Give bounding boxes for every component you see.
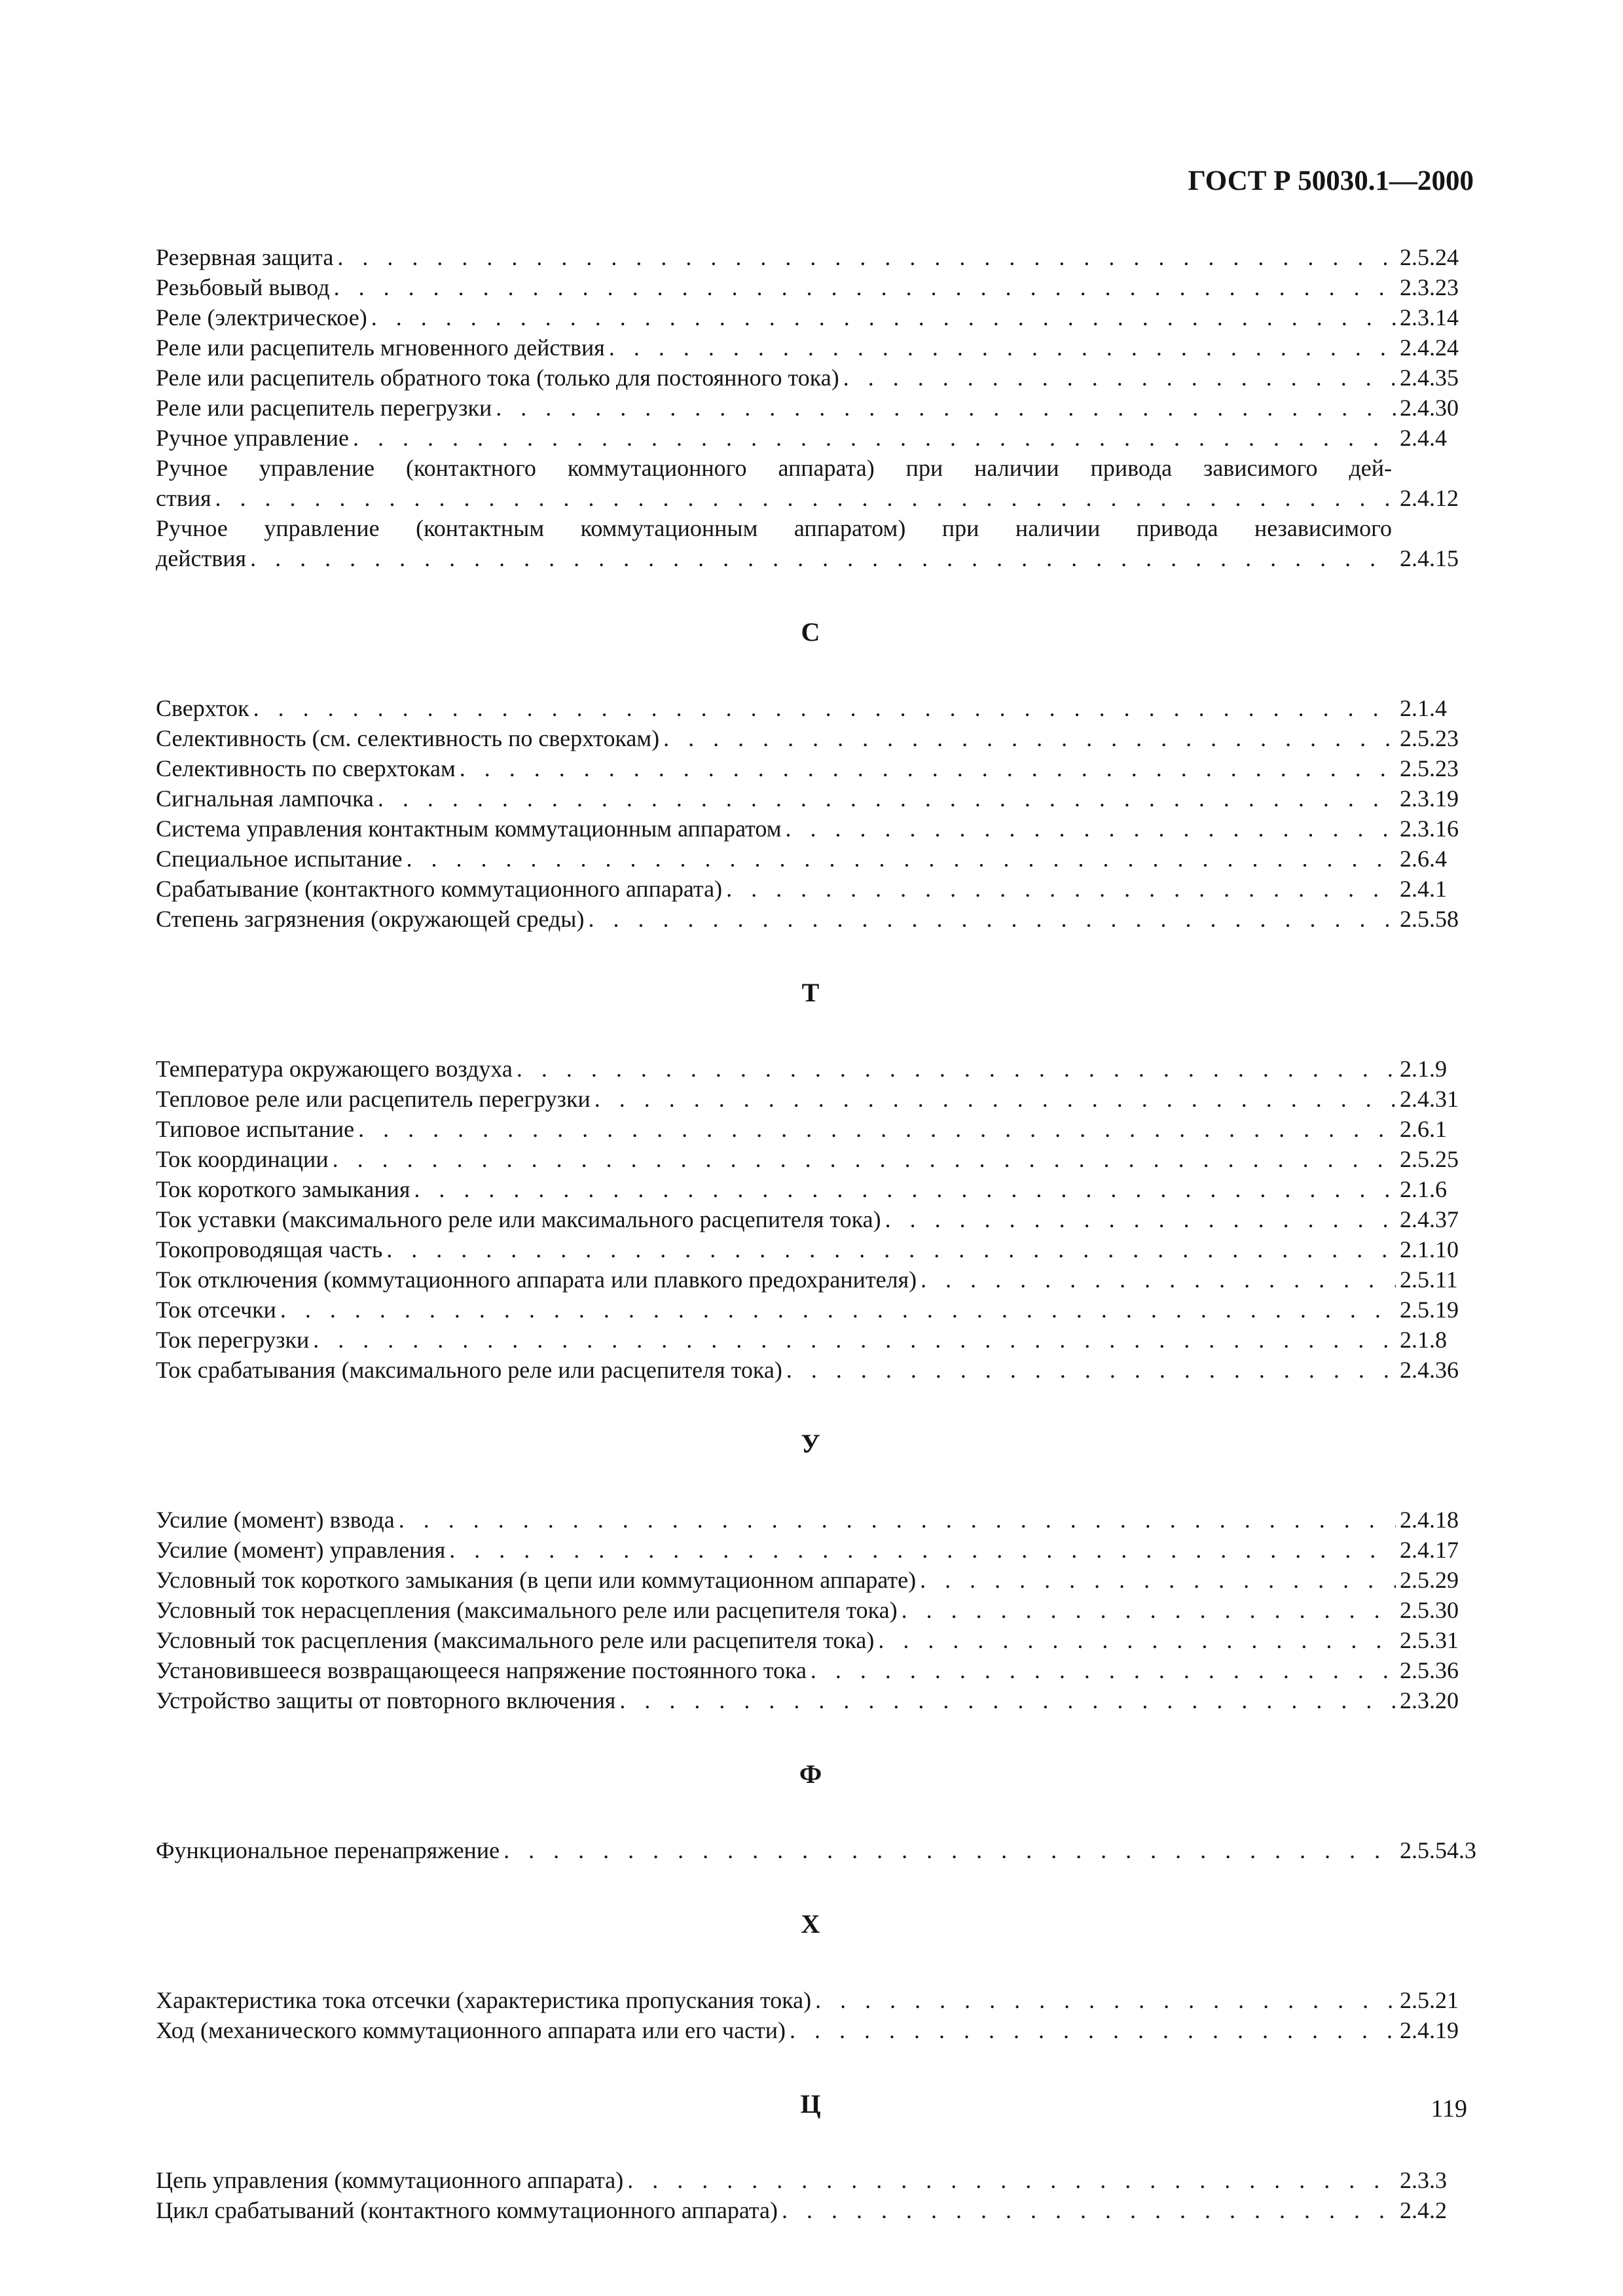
index-entry: [156, 1114, 1465, 1144]
entry-term-line2-row: [156, 483, 1465, 513]
dot-leader: [619, 1685, 1396, 1715]
entry-term: Установившееся возвращающееся напряжение постоянного тока: [156, 1657, 807, 1683]
dot-leader: [313, 1325, 1396, 1355]
index-entry: [156, 1265, 1465, 1295]
document-header: ГОСТ Р 50030.1—2000: [1188, 166, 1474, 196]
dot-leader: [885, 1204, 1396, 1234]
dot-leader: [358, 1114, 1396, 1144]
dot-leader: [782, 2195, 1396, 2225]
dot-leader: [337, 242, 1396, 272]
index-entry: [156, 1655, 1465, 1685]
entry-term: Цикл срабатываний (контактного коммутационного аппарата): [156, 2197, 778, 2223]
entry-term: Условный ток расцепления (максимального реле или расцепителя тока): [156, 1627, 875, 1653]
index-entry: [156, 1144, 1465, 1174]
entry-reference: 2.1.9: [1400, 1056, 1447, 1082]
index-entry: [156, 272, 1465, 302]
dot-leader: [386, 1234, 1396, 1265]
letter-section: [156, 1894, 1465, 2045]
entry-term-line2-row: [156, 543, 1465, 573]
dot-leader: [449, 1535, 1396, 1565]
entry-reference: 2.5.21: [1400, 1987, 1459, 2013]
entry-reference: 2.5.25: [1400, 1146, 1459, 1172]
entry-term: Реле или расцепитель перегрузки: [156, 395, 492, 421]
index-entry: [156, 1595, 1465, 1625]
entry-reference: 2.3.14: [1400, 304, 1459, 331]
index-entry: [156, 874, 1465, 904]
entry-term: Резьбовый вывод: [156, 274, 330, 300]
entry-reference: 2.4.1: [1400, 876, 1447, 902]
index-entry: [156, 753, 1465, 783]
section-letter-heading: Т: [801, 978, 820, 1007]
index-entry: [156, 1685, 1465, 1715]
entry-term: Сверхток: [156, 695, 249, 721]
index-entry: [156, 693, 1465, 723]
intro-section: [156, 242, 1465, 573]
entry-reference: 2.3.3: [1400, 2167, 1447, 2193]
index-entry: [156, 1535, 1465, 1565]
entry-term: Резервная защита: [156, 244, 334, 270]
entry-term: Ток перегрузки: [156, 1327, 310, 1353]
entry-reference: 2.4.12: [1400, 485, 1459, 511]
entry-term-line2: ствия: [156, 485, 211, 511]
entry-reference: 2.5.31: [1400, 1627, 1459, 1653]
entry-term-line1: Ручное управление (контактным коммутационным аппаратом) при наличии привода независимого: [156, 515, 1392, 541]
section-letter-heading: Х: [801, 1909, 820, 1939]
dot-leader: [334, 272, 1396, 302]
dot-leader: [215, 483, 1396, 513]
dot-leader: [353, 423, 1396, 453]
entry-term: Усилие (момент) управления: [156, 1537, 446, 1563]
dot-leader: [663, 723, 1396, 753]
entry-term-line2: действия: [156, 545, 247, 571]
index-entry: [156, 1625, 1465, 1655]
dot-leader: [811, 1655, 1396, 1685]
index-entry: [156, 2015, 1465, 2045]
entry-reference: 2.3.16: [1400, 816, 1459, 842]
entry-reference: 2.5.54.3: [1400, 1837, 1476, 1863]
index-entry: [156, 2165, 1465, 2195]
entry-term: Селективность по сверхтокам: [156, 755, 456, 781]
section-letter-heading: С: [801, 617, 820, 647]
index-entry: [156, 1054, 1465, 1084]
index-entry: [156, 1985, 1465, 2015]
entry-term: Усилие (момент) взвода: [156, 1507, 395, 1533]
dot-leader: [280, 1295, 1396, 1325]
entry-reference: 2.4.4: [1400, 425, 1447, 451]
entry-reference: 2.6.1: [1400, 1116, 1447, 1142]
entry-reference: 2.1.4: [1400, 695, 1447, 721]
entry-term: Реле (электрическое): [156, 304, 367, 331]
dot-leader: [843, 363, 1396, 393]
entry-term: Токопроводящая часть: [156, 1236, 383, 1263]
entry-term: Ручное управление: [156, 425, 350, 451]
index-entry: [156, 1505, 1465, 1535]
dot-leader: [333, 1144, 1396, 1174]
section-letter-heading: Ц: [800, 2089, 821, 2119]
entry-reference: 2.5.23: [1400, 755, 1459, 781]
dot-leader: [902, 1595, 1396, 1625]
section-letter-heading: Ф: [799, 1759, 822, 1789]
index-entry: [156, 1084, 1465, 1114]
index-entry-multiline: [156, 513, 1465, 573]
entry-reference: 2.4.35: [1400, 365, 1459, 391]
entry-term: Характеристика тока отсечки (характеристика пропускания тока): [156, 1987, 812, 2013]
dot-leader: [588, 904, 1396, 934]
entry-reference: 2.5.36: [1400, 1657, 1459, 1683]
dot-leader: [594, 1084, 1396, 1114]
entry-reference: 2.4.36: [1400, 1357, 1459, 1383]
index-entry-multiline: [156, 453, 1465, 513]
index-entry: [156, 1174, 1465, 1204]
entry-term: Типовое испытание: [156, 1116, 355, 1142]
entry-reference: 2.5.24: [1400, 244, 1459, 270]
index-entry: [156, 844, 1465, 874]
letter-section: [156, 2074, 1465, 2225]
index-entry: [156, 1234, 1465, 1265]
letter-section: [156, 963, 1465, 1385]
entry-reference: 2.4.31: [1400, 1086, 1459, 1112]
entry-reference: 2.1.8: [1400, 1327, 1447, 1353]
entry-term: Ток срабатывания (максимального реле или расцепителя тока): [156, 1357, 782, 1383]
entry-reference: 2.1.6: [1400, 1176, 1447, 1202]
entry-reference: 2.4.19: [1400, 2017, 1459, 2043]
index-entry: [156, 1565, 1465, 1595]
index-entry: [156, 783, 1465, 814]
dot-leader: [726, 874, 1396, 904]
index-entry: [156, 393, 1465, 423]
entry-term: Степень загрязнения (окружающей среды): [156, 906, 585, 932]
index-entry: [156, 814, 1465, 844]
entry-term: Температура окружающего воздуха: [156, 1056, 513, 1082]
index-entry: [156, 423, 1465, 453]
entry-term-line1: Ручное управление (контактного коммутационного аппарата) при наличии привода зависимого дей-: [156, 455, 1392, 481]
entry-term: Реле или расцепитель мгновенного действия: [156, 334, 605, 361]
entry-reference: 2.4.17: [1400, 1537, 1459, 1563]
index-entry: [156, 1355, 1465, 1385]
index-entry: [156, 1835, 1476, 1865]
dot-leader: [378, 783, 1396, 814]
entry-term: Сигнальная лампочка: [156, 785, 374, 812]
letter-sections: [156, 602, 1476, 2225]
entry-reference: 2.4.18: [1400, 1507, 1459, 1533]
entry-reference: 2.3.20: [1400, 1687, 1459, 1713]
entry-reference: 2.4.2: [1400, 2197, 1447, 2223]
dot-leader: [414, 1174, 1396, 1204]
dot-leader: [627, 2165, 1396, 2195]
entry-term: Устройство защиты от повторного включения: [156, 1687, 616, 1713]
entry-term: Система управления контактным коммутационным аппаратом: [156, 816, 782, 842]
dot-leader: [878, 1625, 1396, 1655]
entry-term: Ток короткого замыкания: [156, 1176, 410, 1202]
dot-leader: [609, 332, 1396, 363]
entry-term: Тепловое реле или расцепитель перегрузки: [156, 1086, 591, 1112]
entry-term: Специальное испытание: [156, 846, 403, 872]
entry-term: Ток отключения (коммутационного аппарата или плавкого предохранителя): [156, 1266, 917, 1293]
entry-reference: 2.6.4: [1400, 846, 1447, 872]
index-entry: [156, 1325, 1465, 1355]
entry-reference: 2.5.58: [1400, 906, 1459, 932]
dot-leader: [250, 543, 1396, 573]
entry-term: Ток координации: [156, 1146, 329, 1172]
entry-term: Срабатывание (контактного коммутационного аппарата): [156, 876, 723, 902]
dot-leader: [920, 1565, 1396, 1595]
index-entry: [156, 904, 1465, 934]
entry-reference: 2.5.30: [1400, 1597, 1459, 1623]
entry-reference: 2.1.10: [1400, 1236, 1459, 1263]
entry-reference: 2.5.29: [1400, 1567, 1459, 1593]
dot-leader: [785, 814, 1396, 844]
entry-term: Ток отсечки: [156, 1297, 276, 1323]
index-entry: [156, 363, 1465, 393]
dot-leader: [371, 302, 1396, 332]
page-number: 119: [1431, 2095, 1467, 2123]
index-entry: [156, 332, 1465, 363]
index-entry: [156, 723, 1465, 753]
entry-term: Условный ток короткого замыкания (в цепи или коммутационном аппарате): [156, 1567, 917, 1593]
index-entry: [156, 1295, 1465, 1325]
entry-reference: 2.3.19: [1400, 785, 1459, 812]
entry-reference: 2.4.24: [1400, 334, 1459, 361]
entry-term: Цепь управления (коммутационного аппарата): [156, 2167, 624, 2193]
dot-leader: [921, 1265, 1396, 1295]
dot-leader: [815, 1985, 1396, 2015]
entry-term: Ход (механического коммутационного аппарата или его части): [156, 2017, 786, 2043]
letter-section: [156, 602, 1465, 934]
entry-reference: 2.5.19: [1400, 1297, 1459, 1323]
dot-leader: [399, 1505, 1396, 1535]
letter-section: [156, 1744, 1476, 1865]
dot-leader: [790, 2015, 1396, 2045]
entry-term: Функциональное перенапряжение: [156, 1837, 500, 1863]
index-entry: [156, 302, 1465, 332]
entry-reference: 2.5.23: [1400, 725, 1459, 751]
entry-reference: 2.3.23: [1400, 274, 1459, 300]
entry-term: Условный ток нерасцепления (максимального реле или расцепителя тока): [156, 1597, 898, 1623]
entry-term: Ток уставки (максимального реле или максимального расцепителя тока): [156, 1206, 881, 1232]
index-content: [156, 242, 1476, 2225]
dot-leader: [517, 1054, 1396, 1084]
section-letter-heading: У: [801, 1429, 820, 1458]
dot-leader: [460, 753, 1396, 783]
dot-leader: [496, 393, 1396, 423]
letter-section: [156, 1414, 1465, 1715]
entry-reference: 2.5.11: [1400, 1266, 1458, 1293]
dot-leader: [253, 693, 1396, 723]
dot-leader: [786, 1355, 1396, 1385]
entry-term: Селективность (см. селективность по сверхтокам): [156, 725, 660, 751]
index-entry: [156, 242, 1465, 272]
entry-term: Реле или расцепитель обратного тока (только для постоянного тока): [156, 365, 839, 391]
entry-reference: 2.4.37: [1400, 1206, 1459, 1232]
dot-leader: [407, 844, 1396, 874]
entry-reference: 2.4.15: [1400, 545, 1459, 571]
dot-leader: [503, 1835, 1396, 1865]
index-entry: [156, 2195, 1465, 2225]
index-entry: [156, 1204, 1465, 1234]
entry-reference: 2.4.30: [1400, 395, 1459, 421]
